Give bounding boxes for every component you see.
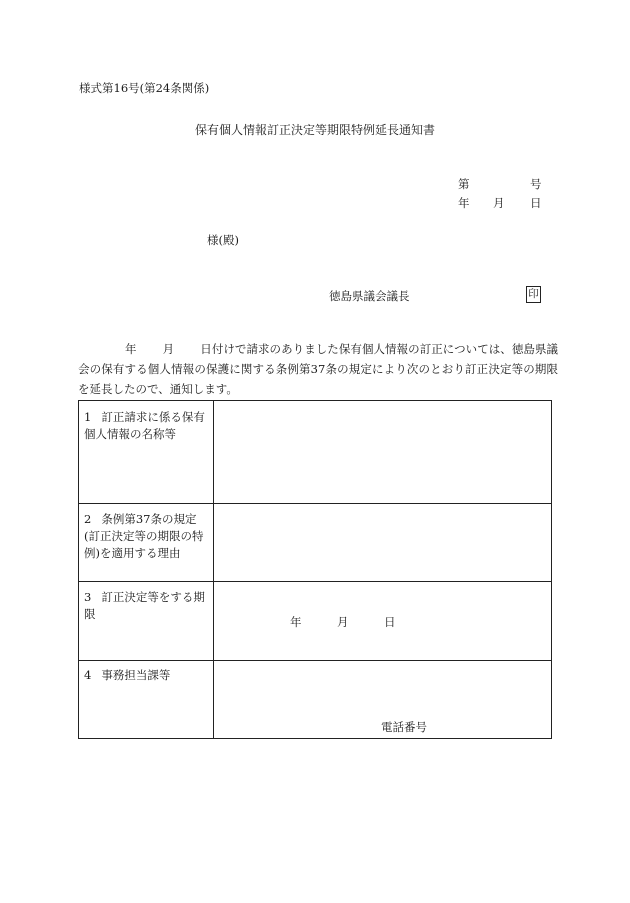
date-day-label: 日	[530, 196, 542, 210]
notice-table	[78, 400, 552, 739]
body-year-label: 年	[125, 342, 137, 356]
table-row-label: 4 事務担当課等	[84, 668, 171, 682]
body-text: 日付けで請求のありました保有個人情報の訂正については、徳島県議会の保有する個人情報の保護に関する条例第37条の規定により次のとおり訂正決定等の期限を延長したので、通知します。	[78, 342, 559, 396]
deadline-day-label: 日	[384, 615, 396, 629]
document-title: 保有個人情報訂正決定等期限特例延長通知書	[194, 123, 435, 137]
table-row-label: 3 訂正決定等をする期限	[84, 590, 205, 621]
notice-body	[78, 339, 558, 399]
deadline-month-label: 月	[337, 615, 349, 629]
seal-box: 印	[526, 286, 541, 303]
table-row-label: 1 訂正請求に係る保有個人情報の名称等	[84, 410, 205, 441]
date-year-label: 年	[458, 196, 470, 210]
date-month-label: 月	[493, 196, 505, 210]
body-month-label: 月	[162, 342, 175, 356]
sender-title: 徳島県議会議長	[329, 289, 410, 303]
addressee-suffix: 様(殿)	[207, 233, 239, 247]
deadline-year-label: 年	[290, 615, 302, 629]
row-divider	[79, 503, 551, 504]
row-divider	[79, 660, 551, 661]
column-divider	[213, 401, 214, 738]
form-number: 様式第16号(第24条関係)	[79, 81, 210, 95]
phone-number-label: 電話番号	[381, 720, 427, 734]
row-divider	[79, 581, 551, 582]
doc-number-prefix: 第	[458, 177, 470, 191]
doc-number-suffix: 号	[530, 177, 542, 191]
table-row-label: 2 条例第37条の規定(訂正決定等の期限の特例)を適用する理由	[84, 512, 204, 560]
